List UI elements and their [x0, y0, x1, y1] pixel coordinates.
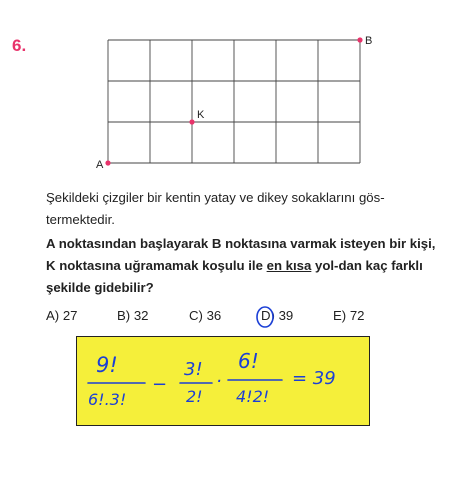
term3-denominator: 4!2!: [236, 387, 270, 406]
choice-e[interactable]: E) 72: [333, 308, 365, 323]
question-part1: A noktasından başlayarak B noktasına varmak isteyen bir kişi, K noktasına uğramamak koşulu ile: [46, 236, 436, 273]
term2-numerator: 3!: [184, 359, 203, 380]
choice-c[interactable]: C) 36: [189, 308, 222, 323]
point-k-label: K: [197, 109, 205, 121]
choice-b[interactable]: B) 32: [117, 308, 149, 323]
point-b-label: B: [365, 35, 373, 47]
choice-d[interactable]: D) 39: [261, 308, 294, 323]
question-underlined: en kısa: [266, 258, 312, 273]
description-text: Şekildeki çizgiler bir kentin yatay ve dikey sokaklarını gös-termektedir.: [46, 190, 385, 227]
term1-denominator: 6!.3!: [88, 390, 127, 409]
result-equals-39: = 39: [292, 368, 336, 389]
term1-numerator: 9!: [96, 353, 118, 377]
point-a-label: A: [96, 159, 104, 171]
term2-denominator: 2!: [186, 387, 203, 406]
question-number: 6.: [12, 36, 27, 55]
selected-answer-circle: [257, 307, 273, 327]
minus-sign: −: [152, 374, 168, 395]
term3-numerator: 6!: [238, 349, 259, 373]
choice-a[interactable]: A) 27: [46, 308, 78, 323]
multiply-dot: ·: [216, 371, 222, 392]
question-part2: yol-dan kaç farklı şekilde gidebilir?: [46, 258, 423, 295]
